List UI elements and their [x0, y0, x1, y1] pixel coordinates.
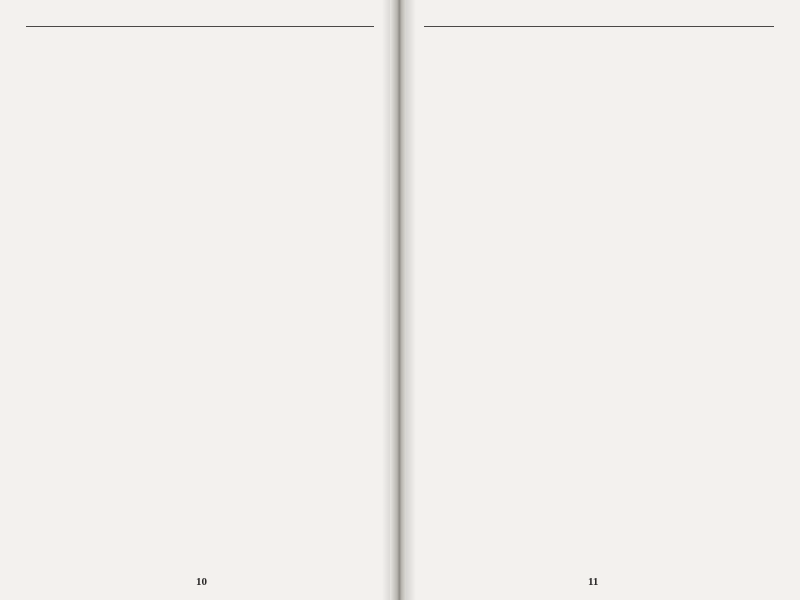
- header-rule-left: [26, 26, 374, 27]
- page-shadow-right: [406, 0, 416, 600]
- paragraph: [424, 104, 776, 118]
- paragraph: [26, 155, 372, 169]
- paragraph: [26, 70, 372, 84]
- page-number-left: 10: [196, 576, 207, 588]
- right-page: [406, 0, 800, 600]
- header-rule-right: [424, 26, 774, 27]
- paragraph: [26, 104, 372, 118]
- paragraph: [424, 70, 776, 84]
- paragraph: [424, 87, 776, 101]
- left-page: [0, 0, 392, 600]
- paragraph: [26, 53, 372, 67]
- paragraph: [26, 138, 372, 152]
- left-page-body: [26, 36, 372, 189]
- paragraph: [26, 87, 372, 101]
- paragraph: [26, 121, 372, 135]
- paragraph: [26, 36, 372, 50]
- paragraph: [424, 138, 776, 152]
- right-page-body: [424, 36, 776, 155]
- paragraph: [424, 121, 776, 135]
- paragraph: [26, 172, 372, 186]
- paragraph: [424, 36, 776, 50]
- paragraph: [424, 53, 776, 67]
- page-number-right: 11: [588, 576, 599, 588]
